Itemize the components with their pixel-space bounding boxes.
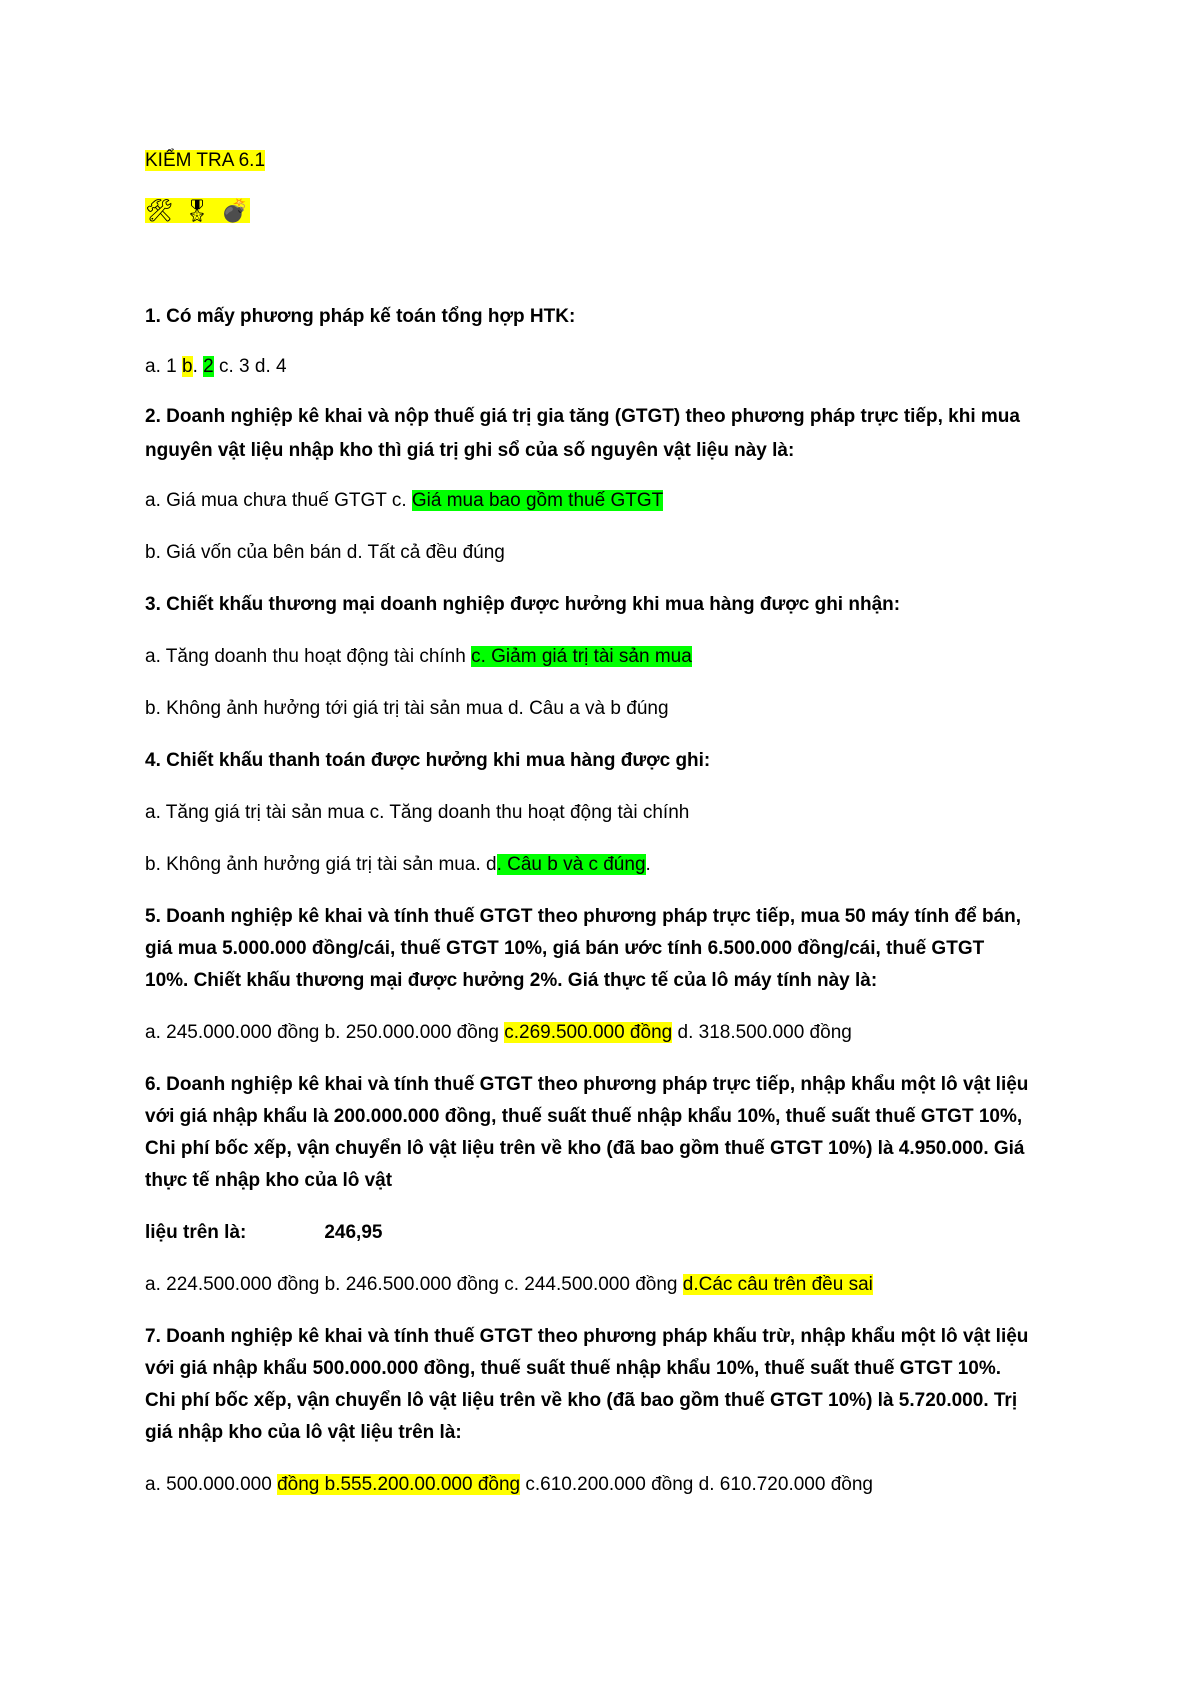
- tools-medal-bomb-icon: 🛠 🎖 💣: [145, 198, 251, 223]
- question-5-line2: giá mua 5.000.000 đồng/cái, thuế GTGT 10%, giá bán ước tính 6.500.000 đồng/cái, thuế GTGT: [145, 938, 985, 959]
- question-4-options-ac: a. Tăng giá trị tài sản mua c. Tăng doanh thu hoạt động tài chính: [145, 802, 690, 823]
- question-5-line3: 10%. Chiết khấu thương mại được hưởng 2%. Giá thực tế của lô máy tính này là:: [145, 970, 878, 991]
- question-2-options-ac: a. Giá mua chưa thuế GTGT c. Giá mua bao gồm thuế GTGT: [145, 490, 664, 511]
- q1-answer: 2: [203, 356, 214, 377]
- question-4-options-bd: b. Không ảnh hưởng giá trị tài sản mua. d. Câu b và c đúng.: [145, 854, 651, 875]
- q4-answer: . Câu b và c đúng: [496, 854, 646, 875]
- question-6-line3: Chi phí bốc xếp, vận chuyển lô vật liệu trên về kho (đã bao gồm thuế GTGT 10%) là 4.950.000. Giá: [145, 1138, 1025, 1159]
- question-1-options: a. 1 b. 2 c. 3 d. 4: [145, 356, 287, 377]
- question-1: 1. Có mấy phương pháp kế toán tổng hợp HTK:: [145, 306, 576, 327]
- question-7-line3: Chi phí bốc xếp, vận chuyển lô vật liệu trên về kho (đã bao gồm thuế GTGT 10%) là 5.720.000. Trị: [145, 1390, 1018, 1411]
- question-5-options: a. 245.000.000 đồng b. 250.000.000 đồng c.269.500.000 đồng d. 318.500.000 đồng: [145, 1022, 852, 1043]
- question-7-line1: 7. Doanh nghiệp kê khai và tính thuế GTGT theo phương pháp khấu trừ, nhập khẩu một lô vật liệu: [145, 1326, 1029, 1347]
- question-7-line2: với giá nhập khẩu 500.000.000 đồng, thuế suất thuế nhập khẩu 10%, thuế suất thuế GTGT 10%.: [145, 1358, 1002, 1379]
- q2-answer: Giá mua bao gồm thuế GTGT: [411, 490, 664, 511]
- question-7-options: a. 500.000.000 đồng b.555.200.00.000 đồng c.610.200.000 đồng d. 610.720.000 đồng: [145, 1474, 873, 1495]
- question-6-line2: với giá nhập khẩu là 200.000.000 đồng, thuế suất thuế nhập khẩu 10%, thuế suất thuế GTGT 10%,: [145, 1106, 1023, 1127]
- question-6-line4: thực tế nhập kho của lô vật: [145, 1170, 393, 1191]
- question-6-line1: 6. Doanh nghiệp kê khai và tính thuế GTGT theo phương pháp trực tiếp, nhập khẩu một lô vật liệu: [145, 1074, 1029, 1095]
- emoji-icons: [145, 196, 250, 226]
- question-2-line1: 2. Doanh nghiệp kê khai và nộp thuế giá trị gia tăng (GTGT) theo phương pháp trực tiếp, khi mua: [145, 406, 1020, 427]
- question-2-line2: nguyên vật liệu nhập kho thì giá trị ghi sổ của số nguyên vật liệu này là:: [145, 440, 795, 461]
- question-7-line4: giá nhập kho của lô vật liệu trên là:: [145, 1422, 462, 1443]
- q6-answer: d.Các câu trên đều sai: [682, 1274, 873, 1295]
- question-6-line5: liệu trên là: 246,95: [145, 1222, 383, 1243]
- question-6-options: a. 224.500.000 đồng b. 246.500.000 đồng c. 244.500.000 đồng d.Các câu trên đều sai: [145, 1274, 873, 1295]
- q6-computed-value: 246,95: [324, 1222, 383, 1243]
- q7-answer: đồng b.555.200.00.000 đồng: [277, 1474, 521, 1495]
- question-2-options-bd: b. Giá vốn của bên bán d. Tất cả đều đúng: [145, 542, 505, 563]
- q5-answer: c.269.500.000 đồng: [504, 1022, 673, 1043]
- question-3-options-bd: b. Không ảnh hưởng tới giá trị tài sản mua d. Câu a và b đúng: [145, 698, 669, 719]
- doc-title: [145, 146, 265, 176]
- question-3-options-ac: a. Tăng doanh thu hoạt động tài chính c. Giảm giá trị tài sản mua: [145, 646, 692, 667]
- title-highlight: KIỂM TRA 6.1: [145, 150, 266, 171]
- q3-answer: c. Giảm giá trị tài sản mua: [471, 646, 692, 667]
- q1-option-b-letter: b: [181, 356, 193, 377]
- question-4: 4. Chiết khấu thanh toán được hưởng khi mua hàng được ghi:: [145, 750, 711, 771]
- question-5-line1: 5. Doanh nghiệp kê khai và tính thuế GTGT theo phương pháp trực tiếp, mua 50 máy tính để bán,: [145, 906, 1022, 927]
- question-3: 3. Chiết khấu thương mại doanh nghiệp được hưởng khi mua hàng được ghi nhận:: [145, 594, 901, 615]
